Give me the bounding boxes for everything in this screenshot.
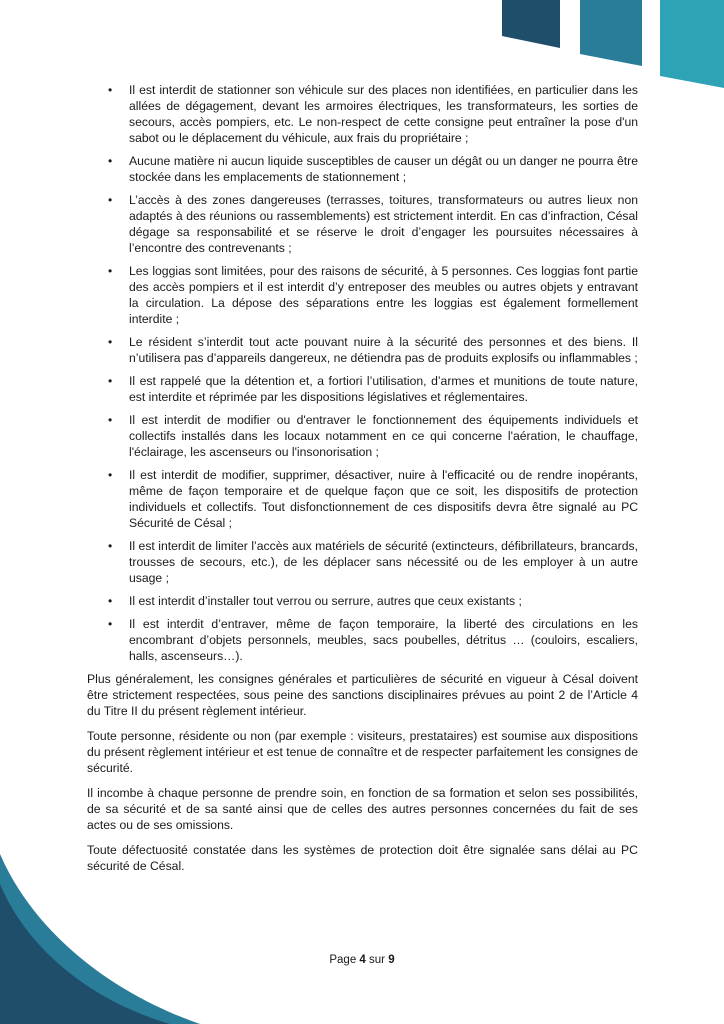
bullet-icon: • bbox=[108, 413, 113, 427]
paragraph-defects-report: Toute défectuosité constatée dans les systèmes de protection doit être signalée sans délai au PC sécurité de Césal. bbox=[87, 843, 638, 873]
page-separator: sur bbox=[369, 954, 386, 966]
page-current: 4 bbox=[359, 954, 366, 966]
bullet-icon: • bbox=[108, 594, 113, 608]
list-item: • Il est interdit d’installer tout verrou ou serrure, autres que ceux existants ; bbox=[108, 594, 522, 608]
bullet-icon: • bbox=[108, 468, 113, 482]
list-item: • Le résident s’interdit tout acte pouvant nuire à la sécurité des personnes et des biens. Il n’utilisera pas d’appareils dangereux, ne détiendra pas de produits explosifs ou inflammables ; bbox=[108, 335, 638, 365]
list-item: • Il est interdit de modifier, supprimer, désactiver, nuire à l'efficacité ou de rendre inopérants, même de façon temporaire et de quelque façon que ce soit, les dispositifs de protection individuels et collectifs. Tout disfonctionnement de ces dispositifs devra être signalé au PC Sécurité de Césal ; bbox=[108, 468, 638, 530]
bullet-icon: • bbox=[108, 374, 113, 388]
list-item: • Les loggias sont limitées, pour des raisons de sécurité, à 5 personnes. Ces loggias font partie des accès pompiers et il est interdit d’y entreposer des meubles ou autres objets y entravant la circulation. La dépose des séparations entre les loggias est également formellement interdite ; bbox=[108, 264, 638, 326]
bullet-icon: • bbox=[108, 264, 113, 278]
list-item: • L’accès à des zones dangereuses (terrasses, toitures, transformateurs ou autres lieux non adaptés à des réunions ou rassemblements) est strictement interdit. En cas d’infraction, Césal dégage sa responsabilité et se réserve le droit d’engager les poursuites nécessaires à l’encontre des contrevenants ; bbox=[108, 193, 638, 255]
bullet-icon: • bbox=[108, 539, 113, 553]
paragraph-persons-subject: Toute personne, résidente ou non (par exemple : visiteurs, prestataires) est soumise aux dispositions du présent règlement intérieur et est tenue de connaître et de respecter parfaitement les consignes de sécurité. bbox=[87, 729, 638, 775]
bullet-icon: • bbox=[108, 617, 113, 631]
page-label: Page bbox=[329, 954, 357, 966]
bullet-icon: • bbox=[108, 154, 113, 168]
page-total: 9 bbox=[388, 954, 395, 966]
bullet-icon: • bbox=[108, 193, 113, 207]
paragraph-personal-care: Il incombe à chaque personne de prendre soin, en fonction de sa formation et selon ses possibilités, de sa sécurité et de sa santé ainsi que de celles des autres personnes concernées du fait de ses actes ou de ses omissions. bbox=[87, 786, 638, 832]
list-item: • Il est interdit de stationner son véhicule sur des places non identifiées, en particulier dans les allées de dégagement, devant les armoires électriques, les transformateurs, les sorties de secours, accès pompiers, etc. Le non-respect de cette consigne peut entraîner la pose d'un sabot ou le déplacement du véhicule, aux frais du propriétaire ; bbox=[108, 83, 638, 145]
list-item: • Aucune matière ni aucun liquide susceptibles de causer un dégât ou un danger ne pourra être stockée dans les emplacements de stationnement ; bbox=[108, 154, 638, 184]
security-rules-list bbox=[87, 82, 638, 664]
list-item: • Il est rappelé que la détention et, a fortiori l’utilisation, d’armes et munitions de toute nature, est interdite et réprimée par les dispositions législatives et réglementaires. bbox=[108, 374, 638, 404]
paragraph-general-rules: Plus généralement, les consignes générales et particulières de sécurité en vigueur à Césal doivent être strictement respectées, sous peine des sanctions disciplinaires prévues au point 2 de l’Article 4 du Titre II du présent règlement intérieur. bbox=[87, 672, 638, 718]
bullet-icon: • bbox=[108, 335, 113, 349]
list-item: • Il est interdit d’entraver, même de façon temporaire, la liberté des circulations en les encombrant d’objets personnels, meubles, sacs poubelles, détritus … (couloirs, escaliers, halls, ascenseurs…). bbox=[108, 617, 638, 663]
header-decoration bbox=[484, 0, 724, 90]
page-number bbox=[0, 954, 724, 966]
list-item: • Il est interdit de modifier ou d'entraver le fonctionnement des équipements individuels et collectifs installés dans les locaux notamment en ce qui concerne l'aération, le chauffage, l'éclairage, les ascenseurs ou l'insonorisation ; bbox=[108, 413, 638, 459]
document-body bbox=[87, 82, 638, 883]
bullet-icon: • bbox=[108, 83, 113, 97]
list-item: • Il est interdit de limiter l’accès aux matériels de sécurité (extincteurs, défibrillateurs, brancards, trousses de secours, etc.), de les déplacer sans nécessité ou de les employer à un autre usage ; bbox=[108, 539, 638, 585]
